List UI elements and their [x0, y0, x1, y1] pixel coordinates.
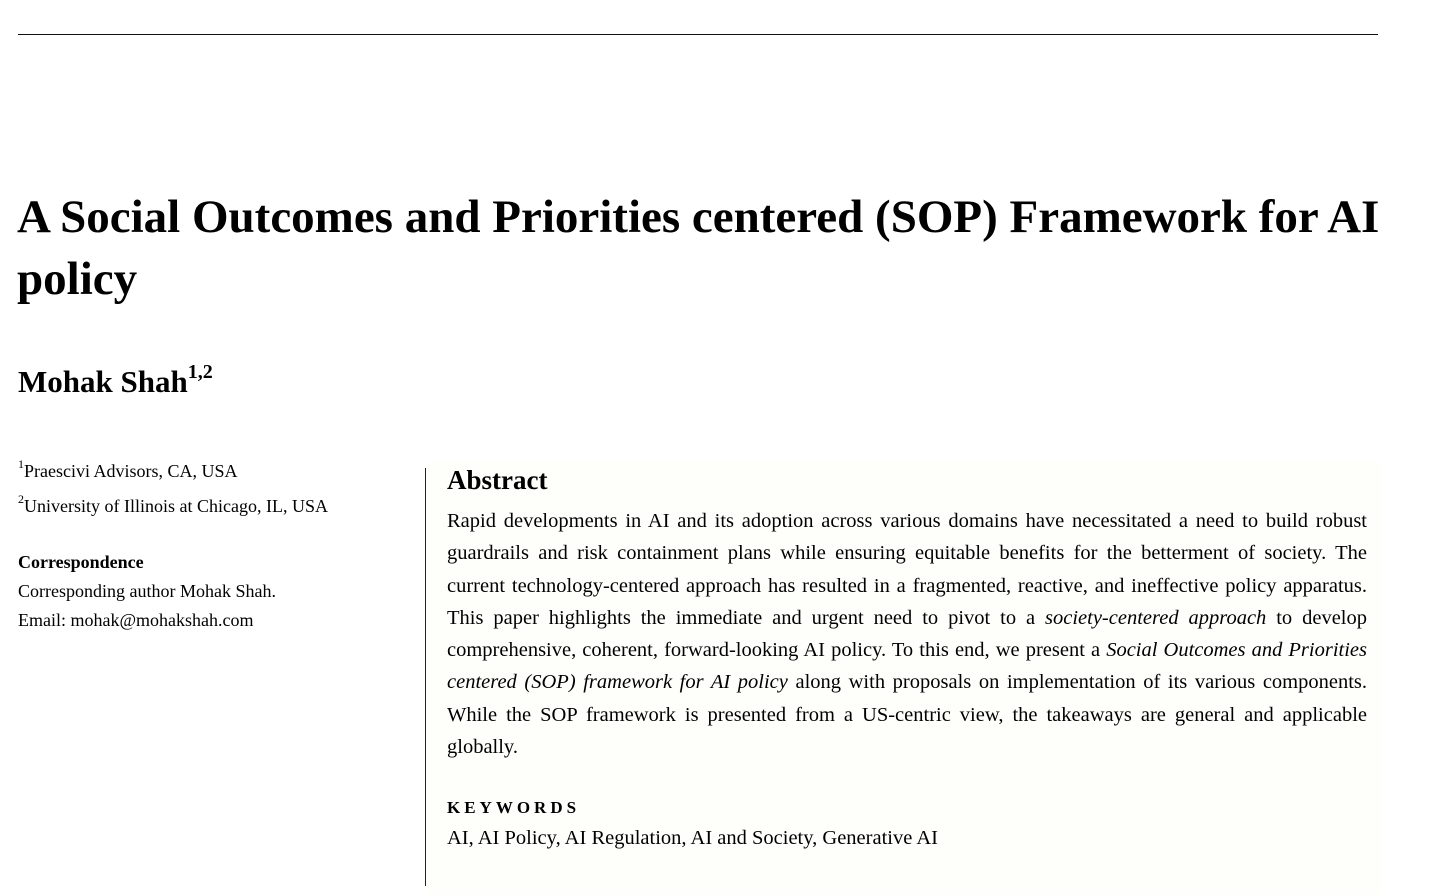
correspondence-block	[18, 548, 408, 635]
keywords-list: AI, AI Policy, AI Regulation, AI and Society, Generative AI	[447, 827, 938, 849]
abstract-text-part-3: along with proposals on implementation of its various components. While the SOP framework is presented from a US-centric view, the takeaways are general and applicable globally.	[447, 671, 1368, 759]
correspondence-heading: Correspondence	[18, 552, 144, 572]
author-info-column	[18, 457, 408, 635]
abstract-text-part-1: Rapid developments in AI and its adoption across various domains have necessitated a need to build robust guardrails and risk containment plans while ensuring equitable benefits for the betterment of society. The current technology-centered approach has resulted in a fragmented, reactive, and ineffective policy apparatus. This paper highlights the immediate and urgent need to pivot to a	[447, 510, 1367, 629]
header-rule	[18, 34, 1378, 35]
keywords-heading: KEYWORDS	[447, 798, 581, 817]
abstract-body	[447, 505, 1367, 763]
author-affiliation-marks: 1,2	[187, 360, 213, 383]
author-name: Mohak Shah	[18, 364, 188, 399]
affiliation-1	[18, 457, 408, 482]
abstract-text-part-2: to develop comprehensive, coherent, forward-looking AI policy. To this end, we present a	[447, 606, 1367, 662]
abstract-emphasis-1: society-centered approach	[1045, 606, 1267, 629]
correspondence-email: Email: mohak@mohakshah.com	[18, 610, 254, 630]
column-divider	[425, 468, 426, 886]
affiliation-text: Praescivi Advisors, CA, USA	[24, 461, 238, 481]
correspondence-author: Corresponding author Mohak Shah.	[18, 581, 276, 601]
paper-title: A Social Outcomes and Priorities centered (SOP) Framework for AI policy	[17, 191, 1380, 305]
abstract-heading: Abstract	[447, 465, 548, 495]
author-line	[18, 360, 213, 404]
affiliation-2	[18, 492, 408, 517]
affiliation-mark: 2	[18, 492, 24, 506]
abstract-emphasis-2: Social Outcomes and Priorities centered (SOP) framework for AI policy	[447, 639, 1368, 694]
affiliation-text: University of Illinois at Chicago, IL, USA	[24, 496, 328, 516]
affiliation-mark: 1	[18, 457, 24, 471]
